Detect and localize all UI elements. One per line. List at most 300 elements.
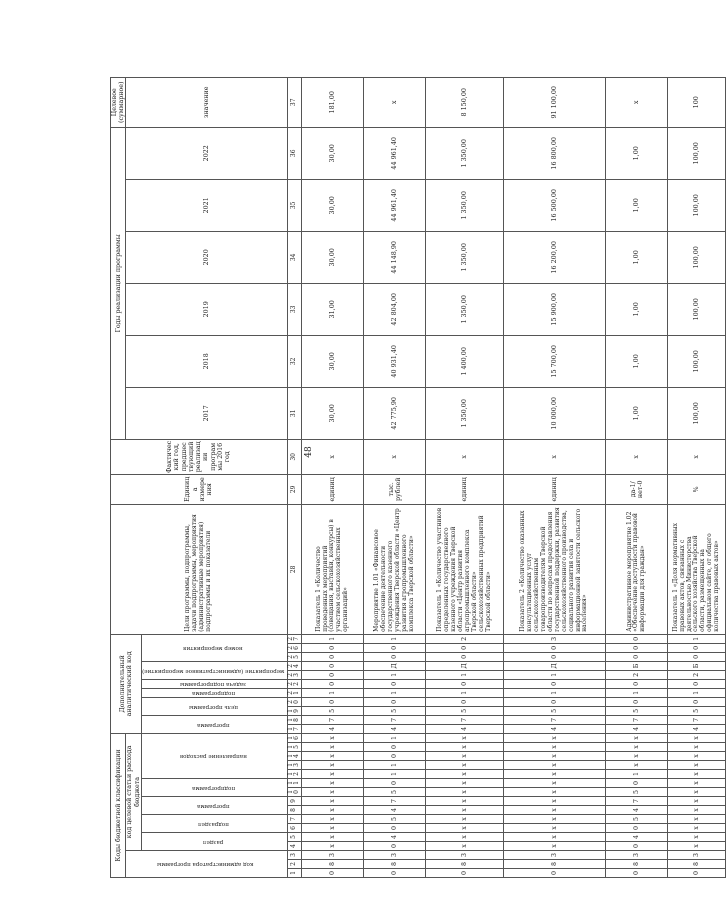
col-number: 28 — [287, 504, 302, 634]
row-unit: да-1/нет-0 — [606, 474, 668, 504]
code-cell: 2 — [606, 670, 668, 679]
row-year-value: 16 800,00 — [504, 127, 606, 179]
code-cell: 5 — [364, 706, 426, 715]
code-cell: 5 — [504, 706, 606, 715]
table-row — [606, 77, 668, 877]
code-cell: 0 — [302, 697, 364, 706]
col-number: 36 — [287, 127, 302, 179]
code-cell: х — [668, 824, 726, 833]
row-year-value: 30,00 — [302, 387, 364, 439]
code-cell: х — [668, 743, 726, 752]
header-col-program — [141, 797, 287, 815]
header-col-subprogram — [141, 779, 287, 797]
code-cell: Д — [364, 661, 426, 670]
code-cell: 0 — [302, 679, 364, 688]
code-cell: 0 — [668, 643, 726, 652]
col-number: 5 — [287, 833, 302, 842]
code-cell: х — [302, 806, 364, 815]
col-number: 10 — [287, 788, 302, 797]
header-target: Целевое (суммарное) — [111, 77, 126, 127]
header-col-direction — [141, 733, 287, 778]
col-number: 1 — [287, 869, 302, 878]
code-cell: х — [302, 779, 364, 788]
code-cell: х — [504, 770, 606, 779]
row-year-value: 1 350,00 — [426, 127, 504, 179]
code-cell: 0 — [606, 869, 668, 878]
header-additional-code: Дополнительный аналитический код — [111, 634, 142, 733]
table-row — [302, 77, 364, 877]
code-cell: 0 — [606, 652, 668, 661]
code-cell: 5 — [302, 706, 364, 715]
row-year-value: 40 931,40 — [364, 335, 426, 387]
code-cell: х — [426, 833, 504, 842]
code-cell: х — [426, 788, 504, 797]
code-cell: х — [504, 761, 606, 770]
row-year-value: 1 350,00 — [426, 179, 504, 231]
code-cell: 1 — [302, 688, 364, 697]
code-cell: 0 — [668, 679, 726, 688]
header-col-subprogram2-text: подпрограмма — [191, 690, 235, 697]
header-year-5: 2022 — [126, 127, 287, 179]
col-number: 2 — [287, 860, 302, 869]
header-year-0: 2017 — [126, 387, 287, 439]
code-cell: 0 — [606, 679, 668, 688]
code-cell: х — [426, 770, 504, 779]
code-cell: 0 — [364, 643, 426, 652]
header-col-direction-text: направление расходов — [179, 753, 247, 760]
code-cell: 1 — [606, 688, 668, 697]
row-year-value: 1 350,00 — [426, 387, 504, 439]
header-col-razdel-text: раздел — [202, 838, 224, 845]
row-year-value: 1,00 — [606, 387, 668, 439]
row-actual: х — [426, 439, 504, 474]
code-cell: 1 — [668, 634, 726, 643]
row-actual: х — [504, 439, 606, 474]
code-cell: 0 — [504, 652, 606, 661]
code-cell: 7 — [504, 715, 606, 724]
code-cell: 7 — [364, 797, 426, 806]
row-name: Показатель 1 «Доля нормативных правовых актов, связанных с деятельностью Министерства сельского хозяйства Тверской области, размещенных на официальном сайте, от общего количества правовых актов» — [668, 504, 726, 634]
col-number: 12 — [287, 770, 302, 779]
code-cell: Д — [504, 661, 606, 670]
header-expense-code: код целевой статьи расхода бюджета — [126, 733, 141, 850]
row-unit: % — [668, 474, 726, 504]
code-cell: 0 — [606, 634, 668, 643]
code-cell: х — [426, 743, 504, 752]
code-cell: 1 — [364, 634, 426, 643]
code-cell: 8 — [426, 860, 504, 869]
header-col-podrazdel — [141, 815, 287, 833]
code-cell: 1 — [668, 688, 726, 697]
header-years-implementation: Годы реализации программы — [111, 127, 126, 439]
row-year-value: 100,00 — [668, 283, 726, 335]
code-cell: 0 — [364, 743, 426, 752]
code-cell: 3 — [426, 851, 504, 860]
code-cell: х — [426, 761, 504, 770]
col-number: 29 — [287, 474, 302, 504]
code-cell: Д — [426, 661, 504, 670]
code-cell: 0 — [668, 869, 726, 878]
row-year-value: 15 700,00 — [504, 335, 606, 387]
code-cell: 0 — [302, 670, 364, 679]
code-cell: х — [504, 752, 606, 761]
table-row — [364, 77, 426, 877]
col-number: 22 — [287, 679, 302, 688]
code-cell: 4 — [668, 724, 726, 733]
code-cell: х — [504, 733, 606, 742]
code-cell: 4 — [606, 806, 668, 815]
code-cell: х — [606, 743, 668, 752]
header-col-program-goal-text: цель программы — [188, 703, 238, 710]
code-cell: х — [302, 743, 364, 752]
code-cell: 7 — [606, 797, 668, 806]
code-cell: 5 — [364, 788, 426, 797]
header-col-event-text: мероприятие (административное мероприятие) — [141, 667, 285, 674]
program-indicators-table — [110, 77, 726, 878]
code-cell: Б — [668, 661, 726, 670]
code-cell: 0 — [426, 869, 504, 878]
code-cell: 0 — [668, 652, 726, 661]
row-year-value: 42 775,90 — [364, 387, 426, 439]
code-cell: х — [668, 770, 726, 779]
code-cell: х — [302, 733, 364, 742]
code-cell: 4 — [606, 833, 668, 842]
code-cell: 3 — [606, 851, 668, 860]
code-cell: 0 — [426, 643, 504, 652]
code-cell: 1 — [426, 670, 504, 679]
code-cell: 1 — [364, 770, 426, 779]
header-unit: Единица измерения — [111, 474, 288, 504]
code-cell: 0 — [504, 869, 606, 878]
row-year-value: 1,00 — [606, 231, 668, 283]
col-number: 27 — [287, 634, 302, 643]
code-cell: 0 — [364, 697, 426, 706]
code-cell: 4 — [364, 833, 426, 842]
code-cell: 0 — [364, 779, 426, 788]
code-cell: х — [668, 842, 726, 851]
code-cell: 8 — [504, 860, 606, 869]
code-cell: х — [668, 806, 726, 815]
code-cell: 0 — [606, 643, 668, 652]
row-year-value: 44 961,40 — [364, 179, 426, 231]
row-target: х — [364, 77, 426, 127]
code-cell: 0 — [426, 652, 504, 661]
code-cell: х — [668, 761, 726, 770]
code-cell: 7 — [426, 715, 504, 724]
code-cell: 0 — [606, 697, 668, 706]
row-year-value: 30,00 — [302, 231, 364, 283]
code-cell: 0 — [606, 824, 668, 833]
code-cell: х — [426, 733, 504, 742]
header-actual-year: Фактический год, предшествующий реализации программы 2016 год — [111, 439, 288, 474]
row-name: Мероприятие 1.01 «Финансовое обеспечение деятельности государственного казенного учреждения Тверской области «Центр развития агропромышленного комплекса Тверской области» — [364, 504, 426, 634]
col-number: 25 — [287, 652, 302, 661]
code-cell: х — [668, 733, 726, 742]
row-year-value: 31,00 — [302, 283, 364, 335]
code-cell: 0 — [364, 752, 426, 761]
col-number: 33 — [287, 283, 302, 335]
code-cell: х — [504, 743, 606, 752]
code-cell: х — [302, 752, 364, 761]
table-row — [426, 77, 504, 877]
row-year-value: 44 961,40 — [364, 127, 426, 179]
code-cell: х — [668, 779, 726, 788]
code-cell: 5 — [364, 815, 426, 824]
header-col-event-num — [141, 634, 287, 661]
col-number: 14 — [287, 752, 302, 761]
header-year-2: 2019 — [126, 283, 287, 335]
code-cell: 8 — [364, 860, 426, 869]
header-col-admin-text: код администратора программы — [157, 861, 254, 868]
col-number: 26 — [287, 643, 302, 652]
code-cell: х — [668, 815, 726, 824]
col-number: 9 — [287, 797, 302, 806]
code-cell: х — [606, 761, 668, 770]
col-number: 3 — [287, 851, 302, 860]
row-name: Показатель 1 «Количество проведенных мероприятий (совещания, выставки, конкурсы) в участием сельскохозяйственных организаций» — [302, 504, 364, 634]
code-cell: 3 — [302, 851, 364, 860]
code-cell: х — [302, 788, 364, 797]
page-number: 48 — [304, 446, 314, 458]
col-number: 17 — [287, 724, 302, 733]
code-cell: х — [426, 797, 504, 806]
row-actual: х — [668, 439, 726, 474]
row-unit: единиц — [504, 474, 606, 504]
code-cell: 1 — [606, 770, 668, 779]
row-target: 100 — [668, 77, 726, 127]
code-cell: 2 — [426, 634, 504, 643]
code-cell: х — [426, 752, 504, 761]
code-cell: 5 — [426, 706, 504, 715]
code-cell: 4 — [364, 806, 426, 815]
code-cell: 7 — [302, 715, 364, 724]
row-year-value: 10 000,00 — [504, 387, 606, 439]
header-col-event — [141, 661, 287, 679]
code-cell: 7 — [606, 715, 668, 724]
header-col-admin — [126, 851, 287, 878]
row-unit: единиц — [426, 474, 504, 504]
row-name: Административное мероприятие 1.02 «Обеспечение доступности правовой информации для граждан» — [606, 504, 668, 634]
header-col-subprogram2 — [141, 688, 287, 697]
col-number: 37 — [287, 77, 302, 127]
code-cell: 5 — [606, 788, 668, 797]
code-cell: 3 — [504, 851, 606, 860]
row-year-value: 100,00 — [668, 179, 726, 231]
col-number: 31 — [287, 387, 302, 439]
code-cell: 1 — [364, 761, 426, 770]
code-cell: х — [302, 833, 364, 842]
row-year-value: 1,00 — [606, 283, 668, 335]
code-cell: 0 — [668, 697, 726, 706]
code-cell: 1 — [302, 634, 364, 643]
code-cell: х — [302, 842, 364, 851]
table-row — [668, 77, 726, 877]
code-cell: х — [426, 806, 504, 815]
col-number: 8 — [287, 806, 302, 815]
header-col-task — [141, 679, 287, 688]
header-col-event-num-text: номер мероприятия — [183, 645, 243, 652]
code-cell: 0 — [364, 869, 426, 878]
code-cell: х — [606, 733, 668, 742]
code-cell: 7 — [668, 715, 726, 724]
code-cell: 0 — [426, 679, 504, 688]
col-number: 30 — [287, 439, 302, 474]
row-year-value: 1 400,00 — [426, 335, 504, 387]
code-cell: х — [426, 824, 504, 833]
code-cell: 1 — [504, 688, 606, 697]
code-cell: 3 — [668, 851, 726, 860]
header-col-program-goal — [141, 697, 287, 715]
code-cell: 3 — [504, 634, 606, 643]
row-year-value: 1 350,00 — [426, 231, 504, 283]
col-number: 4 — [287, 842, 302, 851]
code-cell: Б — [606, 661, 668, 670]
header-goal-name: Цели программы, подпрограммы, задачи подпрограммы, мероприятия (административные мероприятия) подпрограммы и их показатели — [111, 504, 288, 634]
code-cell: х — [426, 815, 504, 824]
code-cell: х — [302, 797, 364, 806]
code-cell: 0 — [504, 679, 606, 688]
code-cell: 0 — [606, 779, 668, 788]
code-cell: х — [302, 815, 364, 824]
code-cell: 4 — [364, 724, 426, 733]
code-cell: 4 — [426, 724, 504, 733]
row-name: Показатель 1 «Количество участников определенных государственного казенного учреждения Тверской области «Центр развития агропромышленного комплекса Тверской области» сельскохозяйственных предприятий Тверской области» — [426, 504, 504, 634]
code-cell: 0 — [504, 697, 606, 706]
code-cell: х — [668, 833, 726, 842]
code-cell: х — [504, 842, 606, 851]
row-year-value: 44 148,90 — [364, 231, 426, 283]
col-number: 19 — [287, 706, 302, 715]
col-number: 7 — [287, 815, 302, 824]
code-cell: 0 — [606, 842, 668, 851]
code-cell: х — [504, 824, 606, 833]
row-year-value: 100,00 — [668, 127, 726, 179]
code-cell: х — [504, 788, 606, 797]
header-year-3: 2020 — [126, 231, 287, 283]
code-cell: 0 — [504, 643, 606, 652]
code-cell: 5 — [668, 706, 726, 715]
row-year-value: 16 500,00 — [504, 179, 606, 231]
header-col-podrazdel-text: подраздел — [197, 820, 229, 827]
col-number: 35 — [287, 179, 302, 231]
code-cell: 0 — [302, 661, 364, 670]
col-number: 32 — [287, 335, 302, 387]
code-cell: 0 — [364, 824, 426, 833]
row-year-value: 100,00 — [668, 335, 726, 387]
header-budget-codes: Коды бюджетной классификации — [111, 733, 126, 877]
header-col-task-text: задача подпрограммы — [180, 681, 247, 688]
code-cell: 0 — [302, 643, 364, 652]
code-cell: 0 — [364, 842, 426, 851]
code-cell: х — [504, 779, 606, 788]
row-year-value: 100,00 — [668, 231, 726, 283]
code-cell: 0 — [302, 652, 364, 661]
col-number: 23 — [287, 670, 302, 679]
row-actual: х — [606, 439, 668, 474]
code-cell: 5 — [606, 815, 668, 824]
code-cell: х — [426, 779, 504, 788]
code-cell: 0 — [302, 869, 364, 878]
code-cell: х — [668, 752, 726, 761]
header-col-program-text: программа — [196, 802, 230, 809]
row-unit: тыс. рублей — [364, 474, 426, 504]
code-cell: 8 — [668, 860, 726, 869]
code-cell: 4 — [606, 724, 668, 733]
col-number: 20 — [287, 697, 302, 706]
row-name: Показатель 2 «Количество оказанных консультационных услуг сельскохозяйственным товаропроизводителям Тверской области по вопросам предоставления государственной поддержки, развития сельскохозяйственного производства, социального развития села и информационной занятости сельского населения» — [504, 504, 606, 634]
code-cell: х — [302, 824, 364, 833]
header-col-program2-text: программа — [196, 721, 230, 728]
rotated-table-sheet — [110, 78, 721, 878]
row-year-value: 15 900,00 — [504, 283, 606, 335]
col-number: 15 — [287, 743, 302, 752]
header-col-subprogram-text: подпрограмма — [191, 784, 235, 791]
code-cell: 1 — [364, 670, 426, 679]
row-target: 8 150,00 — [426, 77, 504, 127]
code-cell: 1 — [426, 688, 504, 697]
row-year-value: 30,00 — [302, 335, 364, 387]
row-year-value: 16 200,00 — [504, 231, 606, 283]
col-number: 16 — [287, 733, 302, 742]
code-cell: 3 — [364, 851, 426, 860]
table-row — [504, 77, 606, 877]
code-cell: 0 — [364, 652, 426, 661]
header-value: значение — [126, 77, 287, 127]
col-number: 11 — [287, 779, 302, 788]
row-actual: х — [302, 439, 364, 474]
code-cell: 1 — [364, 688, 426, 697]
code-cell: х — [504, 797, 606, 806]
header-row-1 — [111, 77, 126, 877]
code-cell: 4 — [504, 724, 606, 733]
code-cell: 2 — [668, 670, 726, 679]
row-year-value: 30,00 — [302, 127, 364, 179]
row-year-value: 1 350,00 — [426, 283, 504, 335]
row-year-value: 1,00 — [606, 335, 668, 387]
row-target: 91 100,00 — [504, 77, 606, 127]
row-target: 181,00 — [302, 77, 364, 127]
code-cell: 8 — [302, 860, 364, 869]
code-cell: х — [504, 815, 606, 824]
col-number: 34 — [287, 231, 302, 283]
code-cell: 8 — [606, 860, 668, 869]
code-cell: х — [426, 842, 504, 851]
col-number: 13 — [287, 761, 302, 770]
row-year-value: 30,00 — [302, 179, 364, 231]
code-cell: 0 — [364, 679, 426, 688]
header-year-4: 2021 — [126, 179, 287, 231]
code-cell: 0 — [426, 697, 504, 706]
code-cell: х — [302, 770, 364, 779]
row-year-value: 1,00 — [606, 179, 668, 231]
row-year-value: 100,00 — [668, 387, 726, 439]
code-cell: 4 — [302, 724, 364, 733]
header-col-program2 — [141, 715, 287, 733]
code-cell: 1 — [364, 733, 426, 742]
code-cell: х — [504, 833, 606, 842]
code-cell: х — [668, 788, 726, 797]
code-cell: х — [668, 797, 726, 806]
col-number: 18 — [287, 715, 302, 724]
col-number: 6 — [287, 824, 302, 833]
code-cell: х — [504, 806, 606, 815]
row-target: х — [606, 77, 668, 127]
code-cell: 1 — [504, 670, 606, 679]
row-year-value: 42 804,00 — [364, 283, 426, 335]
col-number: 21 — [287, 688, 302, 697]
column-number-row — [287, 77, 302, 877]
code-cell: 7 — [364, 715, 426, 724]
